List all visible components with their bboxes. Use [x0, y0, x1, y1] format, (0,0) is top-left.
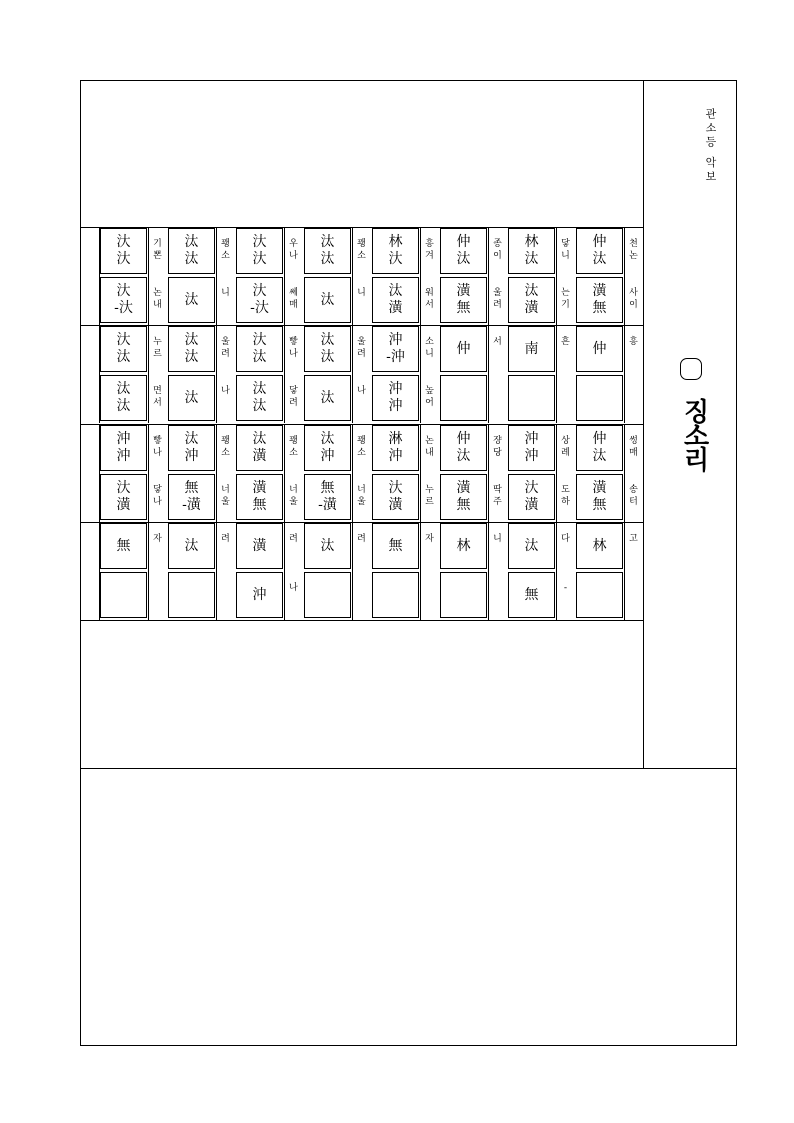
- note-cell: [576, 474, 623, 520]
- note-text: 汰: [320, 291, 335, 308]
- note-cell: [508, 277, 555, 323]
- note-cell: [508, 375, 555, 421]
- note-text: 淋 沖: [388, 431, 403, 464]
- lyric-syllable: 려: [357, 534, 366, 544]
- lyric-syllable: 울 려: [493, 288, 502, 310]
- lyric-syllable: 울 려: [221, 337, 230, 359]
- note-cell: [168, 523, 215, 569]
- note-cell: [440, 326, 487, 372]
- note-cell: [304, 523, 351, 569]
- lyric-syllable: 닿 니: [561, 239, 570, 261]
- lyric-syllable: 면 서: [153, 386, 162, 408]
- lyric-syllable: 높 어: [425, 386, 434, 408]
- note-cell: [576, 326, 623, 372]
- note-text: 潢 無: [456, 283, 471, 316]
- note-text: 汏 潢: [388, 480, 403, 513]
- note-cell: [236, 375, 283, 421]
- lyric-syllable: 닿 려: [289, 386, 298, 408]
- lyric-syllable: 도 하: [561, 485, 570, 507]
- score-top-rule: [80, 227, 643, 228]
- side-title: 관소등 악보: [704, 108, 717, 185]
- note-text: 仲: [456, 340, 471, 357]
- lyric-syllable: 소 니: [425, 337, 434, 359]
- note-text: 汏 汏: [116, 234, 131, 267]
- note-text: 潢: [252, 537, 267, 554]
- note-cell: [372, 326, 419, 372]
- note-cell: [168, 425, 215, 471]
- note-cell: [100, 523, 147, 569]
- note-cell: [100, 425, 147, 471]
- note-cell: [304, 326, 351, 372]
- note-text: 林 汏: [388, 234, 403, 267]
- note-cell: [372, 375, 419, 421]
- lyric-syllable: 꽹 소: [221, 239, 230, 261]
- note-cell: [508, 326, 555, 372]
- note-cell: [440, 425, 487, 471]
- note-text: 仲 汰: [456, 234, 471, 267]
- note-text: 林 汰: [524, 234, 539, 267]
- note-cell: [168, 277, 215, 323]
- note-text: 無: [524, 586, 539, 603]
- lyric-syllable: 흔: [561, 337, 570, 347]
- note-cell: [168, 228, 215, 274]
- note-text: 潢 無: [456, 480, 471, 513]
- lyric-syllable: -: [563, 583, 568, 593]
- note-cell: [372, 228, 419, 274]
- lyric-syllable: 딱 주: [493, 485, 502, 507]
- note-text: 林: [456, 537, 471, 554]
- note-text: 沖 -沖: [386, 332, 405, 365]
- lyric-syllable: 우 나: [289, 239, 298, 261]
- note-text: 汰 潢: [524, 283, 539, 316]
- lyric-syllable: 너 울: [221, 485, 230, 507]
- lyric-syllable: 상 례: [561, 436, 570, 458]
- lyric-syllable: 자: [425, 534, 434, 544]
- note-text: 潢 無: [592, 480, 607, 513]
- note-cell: [304, 375, 351, 421]
- lyric-syllable: 사 이: [629, 288, 638, 310]
- note-text: 林: [592, 537, 607, 554]
- note-text: 汰: [184, 537, 199, 554]
- note-cell: [236, 425, 283, 471]
- lyric-syllable: 논 내: [425, 436, 434, 458]
- note-text: 汏 汰: [252, 332, 267, 365]
- lyric-syllable: 나: [289, 583, 298, 593]
- lyric-syllable: 누 르: [153, 337, 162, 359]
- note-cell: [440, 375, 487, 421]
- lyric-syllable: 자: [153, 534, 162, 544]
- lyric-syllable: 빻 나: [289, 337, 298, 359]
- score-rule-1: [80, 325, 643, 326]
- lower-divider: [80, 768, 737, 769]
- note-text: 潢 無: [252, 480, 267, 513]
- note-text: 汏 潢: [116, 480, 131, 513]
- lyric-syllable: 흥 겨: [425, 239, 434, 261]
- note-text: 無 -潢: [182, 480, 201, 513]
- note-text: 汰 汰: [252, 381, 267, 414]
- note-cell: [576, 228, 623, 274]
- note-text: 汰 汰: [320, 234, 335, 267]
- note-cell: [236, 523, 283, 569]
- lyric-syllable: 려: [289, 534, 298, 544]
- lyric-syllable: 종 이: [493, 239, 502, 261]
- note-text: 潢 無: [592, 283, 607, 316]
- note-cell: [440, 572, 487, 618]
- note-cell: [100, 277, 147, 323]
- side-divider: [643, 80, 644, 769]
- note-cell: [440, 277, 487, 323]
- lyric-syllable: 울 려: [357, 337, 366, 359]
- note-text: 汏 汏: [252, 234, 267, 267]
- note-cell: [304, 572, 351, 618]
- lyric-syllable: 누 르: [425, 485, 434, 507]
- note-text: 仲 汰: [592, 431, 607, 464]
- note-text: 沖 沖: [388, 381, 403, 414]
- note-cell: [440, 523, 487, 569]
- note-cell: [576, 572, 623, 618]
- score-rule-2: [80, 424, 643, 425]
- note-cell: [100, 326, 147, 372]
- note-text: 沖: [252, 586, 267, 603]
- note-text: 汰: [320, 389, 335, 406]
- note-text: 汰 汰: [184, 332, 199, 365]
- lyric-syllable: 썽 매: [629, 436, 638, 458]
- note-text: 汰 沖: [184, 431, 199, 464]
- lyric-syllable: 쟝 당: [493, 436, 502, 458]
- note-cell: [100, 572, 147, 618]
- note-cell: [236, 228, 283, 274]
- lyric-syllable: 니: [357, 288, 366, 298]
- note-text: 汰 潢: [388, 283, 403, 316]
- lyric-syllable: 흥: [629, 337, 638, 347]
- note-text: 無 -潢: [318, 480, 337, 513]
- note-text: 無: [116, 537, 131, 554]
- note-text: 汏 -汏: [114, 283, 133, 316]
- lyric-syllable: 꽹 소: [357, 436, 366, 458]
- note-text: 沖 沖: [116, 431, 131, 464]
- note-cell: [236, 326, 283, 372]
- note-cell: [576, 523, 623, 569]
- note-cell: [372, 572, 419, 618]
- note-cell: [508, 474, 555, 520]
- lyric-syllable: 꽹 소: [289, 436, 298, 458]
- note-cell: [508, 425, 555, 471]
- note-cell: [372, 277, 419, 323]
- note-text: 汏 汰: [116, 332, 131, 365]
- note-text: 仲: [592, 340, 607, 357]
- lyric-syllable: 꽹 소: [357, 239, 366, 261]
- score-bottom-rule: [80, 620, 643, 621]
- lyric-syllable: 너 울: [357, 485, 366, 507]
- note-cell: [508, 572, 555, 618]
- note-cell: [236, 474, 283, 520]
- lyric-syllable: 고: [629, 534, 638, 544]
- note-text: 南: [524, 340, 539, 357]
- lyric-syllable: 니: [493, 534, 502, 544]
- note-text: 無: [388, 537, 403, 554]
- note-cell: [372, 425, 419, 471]
- note-cell: [440, 228, 487, 274]
- lyric-syllable: 천 논: [629, 239, 638, 261]
- note-text: 汰 汰: [320, 332, 335, 365]
- lyric-syllable: 빻 나: [153, 436, 162, 458]
- note-cell: [372, 474, 419, 520]
- lyric-syllable: 기 뽄: [153, 239, 162, 261]
- lyric-syllable: 송 터: [629, 485, 638, 507]
- note-cell: [168, 375, 215, 421]
- lyric-syllable: 워 서: [425, 288, 434, 310]
- note-cell: [576, 375, 623, 421]
- lyric-syllable: 나: [357, 386, 366, 396]
- note-cell: [168, 474, 215, 520]
- lyric-syllable: 려: [221, 534, 230, 544]
- lyric-syllable: 나: [221, 386, 230, 396]
- note-cell: [576, 425, 623, 471]
- note-text: 汏 潢: [524, 480, 539, 513]
- note-cell: [100, 228, 147, 274]
- note-text: 汏 -汏: [250, 283, 269, 316]
- note-cell: [508, 523, 555, 569]
- lyric-syllable: 쎼 매: [289, 288, 298, 310]
- note-cell: [236, 572, 283, 618]
- note-cell: [304, 474, 351, 520]
- note-cell: [168, 572, 215, 618]
- lyric-syllable: 논 내: [153, 288, 162, 310]
- lyric-syllable: 너 울: [289, 485, 298, 507]
- main-title: 징소리: [679, 398, 709, 470]
- note-text: 仲 汰: [592, 234, 607, 267]
- lyric-syllable: 다: [561, 534, 570, 544]
- note-cell: [100, 474, 147, 520]
- note-cell: [372, 523, 419, 569]
- note-text: 仲 汰: [456, 431, 471, 464]
- score-rule-3: [80, 522, 643, 523]
- lyric-syllable: 닿 나: [153, 485, 162, 507]
- lyric-syllable: 는 기: [561, 288, 570, 310]
- note-text: 汰: [524, 537, 539, 554]
- lyric-syllable: 서: [493, 337, 502, 347]
- note-text: 汰 汰: [116, 381, 131, 414]
- note-cell: [304, 277, 351, 323]
- circle-mark: [680, 358, 702, 380]
- note-text: 汰 潢: [252, 431, 267, 464]
- note-text: 沖 沖: [524, 431, 539, 464]
- lyric-syllable: 니: [221, 288, 230, 298]
- lyric-syllable: 꽹 소: [221, 436, 230, 458]
- note-text: 汰 沖: [320, 431, 335, 464]
- note-cell: [304, 228, 351, 274]
- note-text: 汰: [184, 389, 199, 406]
- note-text: 汰: [320, 537, 335, 554]
- note-text: 汰: [184, 291, 199, 308]
- note-cell: [304, 425, 351, 471]
- note-cell: [508, 228, 555, 274]
- note-cell: [100, 375, 147, 421]
- note-cell: [576, 277, 623, 323]
- note-cell: [236, 277, 283, 323]
- note-text: 汰 汰: [184, 234, 199, 267]
- note-cell: [440, 474, 487, 520]
- note-cell: [168, 326, 215, 372]
